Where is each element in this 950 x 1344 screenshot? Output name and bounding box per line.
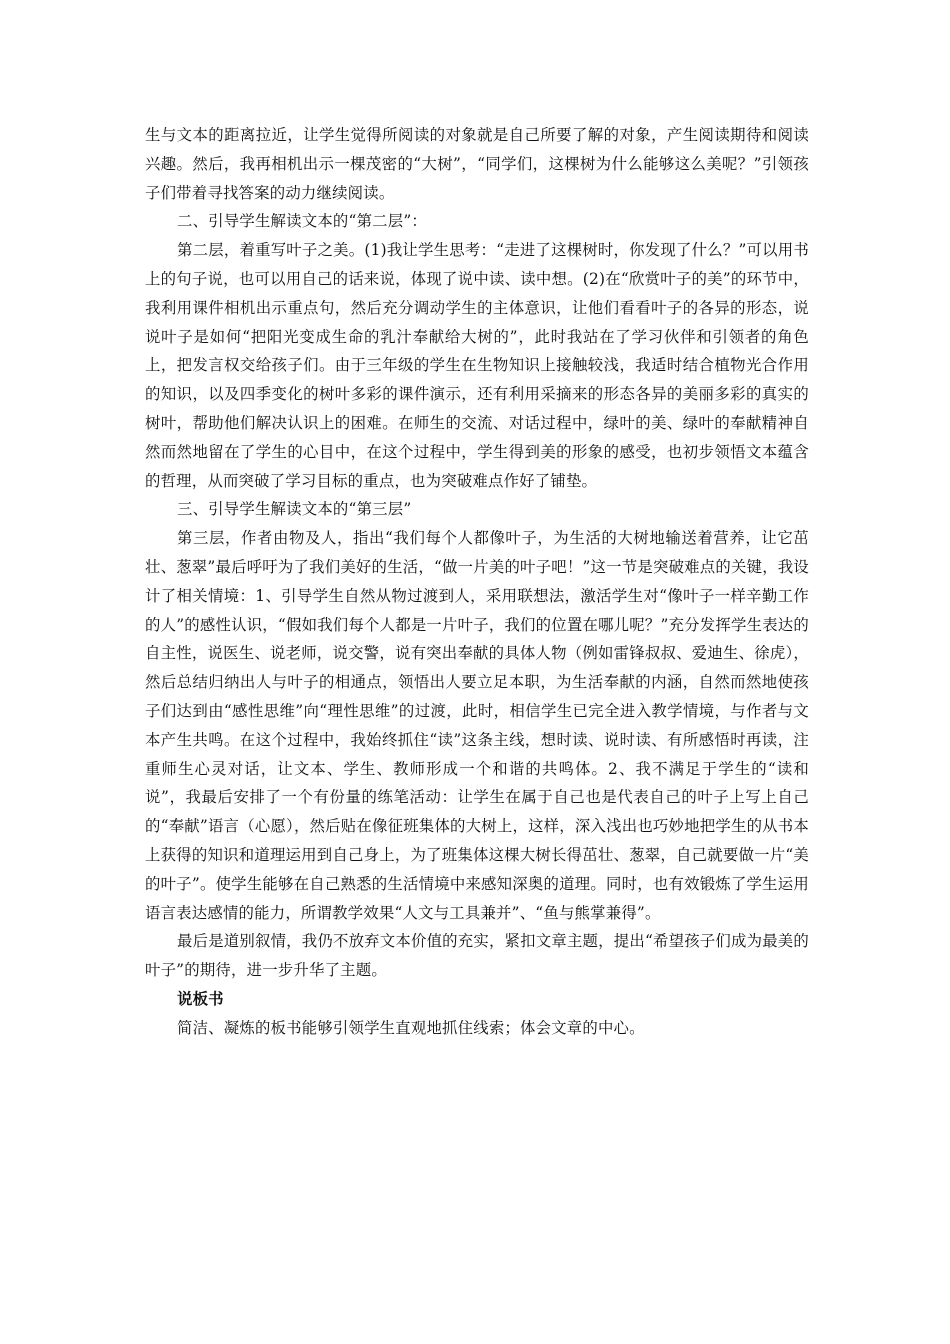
paragraph-second-layer: 第二层，着重写叶子之美。(1)我让学生思考：“走进了这棵树时，你发现了什么？”可以用书上的句子说，也可以用自己的话来说，体现了说中读、读中想。(2)在“欣赏叶子的美”的环节中，我利用课件相机出示重点句，然后充分调动学生的主体意识，让他们看看叶子的各异的形态，说说叶子是如何“把阳光变成生命的乳汁奉献给大树的”，此时我站在了学习伙伴和引领者的角色上，把发言权交给孩子们。由于三年级的学生在生物知识上接触较浅，我适时结合植物光合作用的知识，以及四季变化的树叶多彩的课件演示，还有利用采摘来的形态各异的美丽多彩的真实的树叶，帮助他们解决认识上的困难。在师生的交流、对话过程中，绿叶的美、绿叶的奉献精神自然而然地留在了学生的心目中，在这个过程中，学生得到美的形象的感受，也初步领悟文本蕴含的哲理，从而突破了学习目标的重点，也为突破难点作好了铺垫。 xyxy=(145,241,809,490)
section-heading-board-writing: 说板书 xyxy=(177,989,224,1008)
paragraph-reading-interest: 生与文本的距离拉近，让学生觉得所阅读的对象就是自己所要了解的对象，产生阅读期待和阅读兴趣。然后，我再相机出示一棵茂密的“大树”，“同学们，这棵树为什么能够这么美呢？”引领孩子们带着寻找答案的动力继续阅读。 xyxy=(145,126,809,202)
section-heading-second-layer: 二、引导学生解读文本的“第二层”： xyxy=(177,212,427,231)
document-page xyxy=(145,121,809,1043)
paragraph-third-layer: 第三层，作者由物及人，指出“我们每个人都像叶子，为生活的大树地输送着营养，让它茁壮、葱翠”最后呼吁为了我们美好的生活，“做一片美的叶子吧！”这一节是突破难点的关键，我设计了相关情境：1、引导学生自然从物过渡到人，采用联想法，激活学生对“像叶子一样辛勤工作的人”的感性认识，“假如我们每个人都是一片叶子，我们的位置在哪儿呢？”充分发挥学生表达的自主性，说医生、说老师，说交警，说有突出奉献的具体人物（例如雷锋叔叔、爱迪生、徐虎），然后总结归纳出人与叶子的相通点，领悟出人要立足本职，为生活奉献的内涵，自然而然地使孩子们达到由“感性思维”向“理性思维”的过渡，此时，相信学生已完全进入教学情境，与作者与文本产生共鸣。在这个过程中，我始终抓住“读”这条主线，想时读、说时读、有所感悟时再读，注重师生心灵对话，让文本、学生、教师形成一个和谐的共鸣体。2、我不满足于学生的“读和说”，我最后安排了一个有份量的练笔活动：让学生在属于自己也是代表自己的叶子上写上自己的“奉献”语言（心愿），然后贴在像征班集体的大树上，这样，深入浅出也巧妙地把学生的从书本上获得的知识和道理运用到自己身上，为了班集体这棵大树长得茁壮、葱翠，自己就要做一片“美的叶子”。使学生能够在自己熟悉的生活情境中来感知深奥的道理。同时，也有效锻炼了学生运用语言表达感情的能力，所谓教学效果“人文与工具兼并”、“鱼与熊掌兼得”。 xyxy=(145,529,809,922)
paragraph-farewell: 最后是道别叙情，我仍不放弃文本价值的充实，紧扣文章主题，提出“希望孩子们成为最美的叶子”的期待，进一步升华了主题。 xyxy=(145,932,809,980)
section-heading-third-layer: 三、引导学生解读文本的“第三层” xyxy=(177,500,412,519)
paragraph-board-writing: 简洁、凝炼的板书能够引领学生直观地抓住线索；体会文章的中心。 xyxy=(177,1018,645,1037)
